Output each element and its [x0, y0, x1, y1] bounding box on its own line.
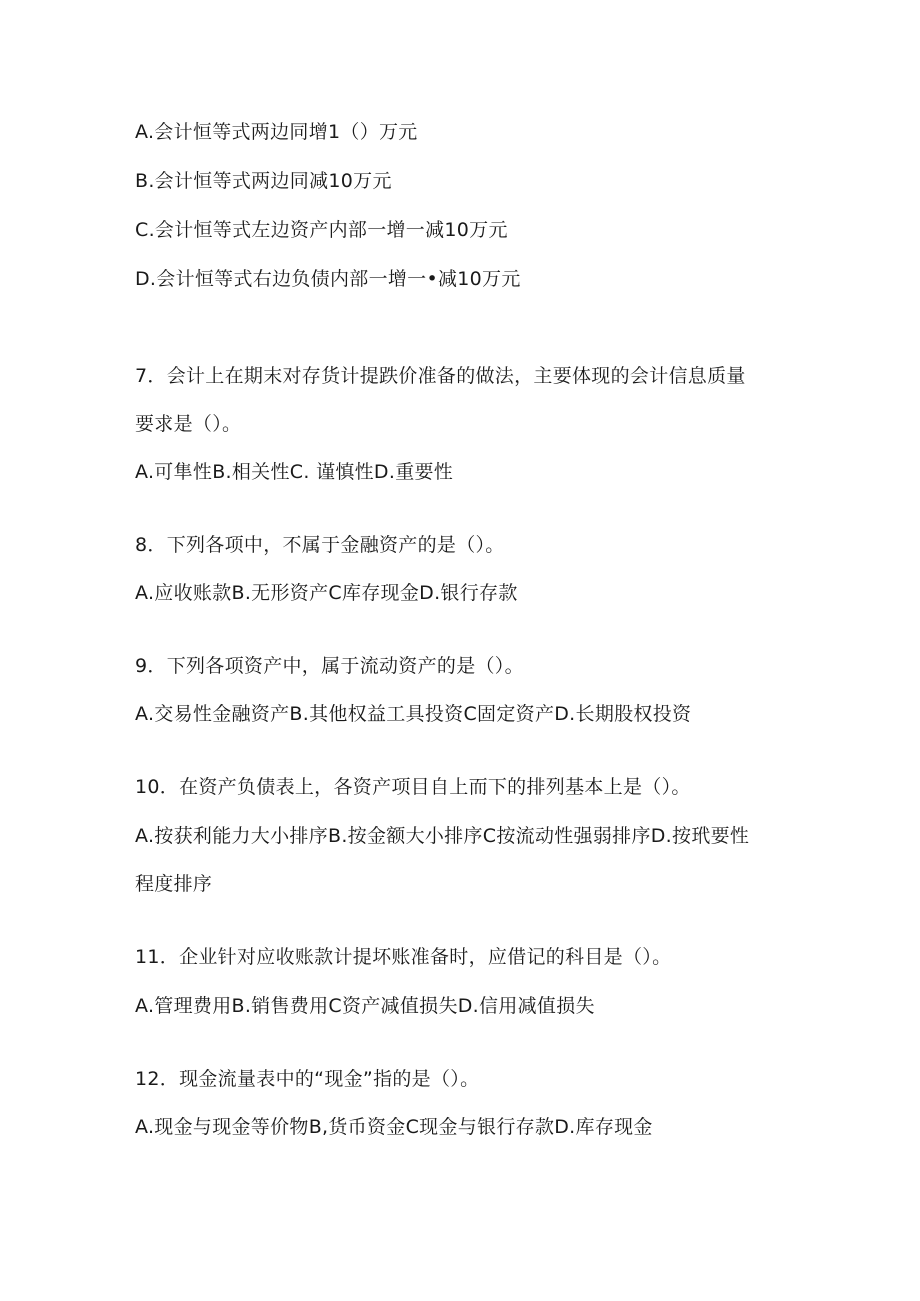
option-6d: D.会计恒等式右边负债内部一增一•减10万元 — [135, 268, 521, 290]
question-9: 9．下列各项资产中，属于流动资产的是（）。 — [135, 655, 524, 677]
option-6a: A.会计恒等式两边同增1（）万元 — [135, 121, 418, 143]
question-8: 8．下列各项中，不属于金融资产的是（）。 — [135, 534, 505, 556]
question-12: 12．现金流量表中的“现金”指的是（）。 — [135, 1068, 480, 1090]
option-6b: B.会计恒等式两边同减10万元 — [135, 170, 392, 192]
options-9: A.交易性金融资产B.其他权益工具投资C固定资产D.长期股权投资 — [135, 703, 692, 725]
options-7: A.可隼性B.相关性C. 谨慎性D.重要性 — [135, 461, 454, 483]
options-8: A.应收账款B.无形资产C库存现金D.银行存款 — [135, 582, 518, 604]
options-10-cont: 程度排序 — [135, 873, 213, 895]
question-7: 7．会计上在期末对存货计提跌价准备的做法，主要体现的会计信息质量 — [135, 365, 746, 387]
option-6c: C.会计恒等式左边资产内部一增一减10万元 — [135, 219, 508, 241]
options-12: A.现金与现金等价物B,货币资金C现金与银行存款D.库存现金 — [135, 1116, 653, 1138]
question-7-cont: 要求是（）。 — [135, 413, 242, 435]
options-10: A.按获利能力大小排序B.按金额大小排序C按流动性强弱排序D.按玳要性 — [135, 825, 750, 847]
options-11: A.管理费用B.销售费用C资产减值损失D.信用减值损失 — [135, 995, 595, 1017]
question-11: 11．企业针对应收账款计提坏账准备时，应借记的科目是（）。 — [135, 946, 672, 968]
question-10: 10．在资产负债表上，各资产项目自上而下的排列基本上是（）。 — [135, 776, 691, 798]
